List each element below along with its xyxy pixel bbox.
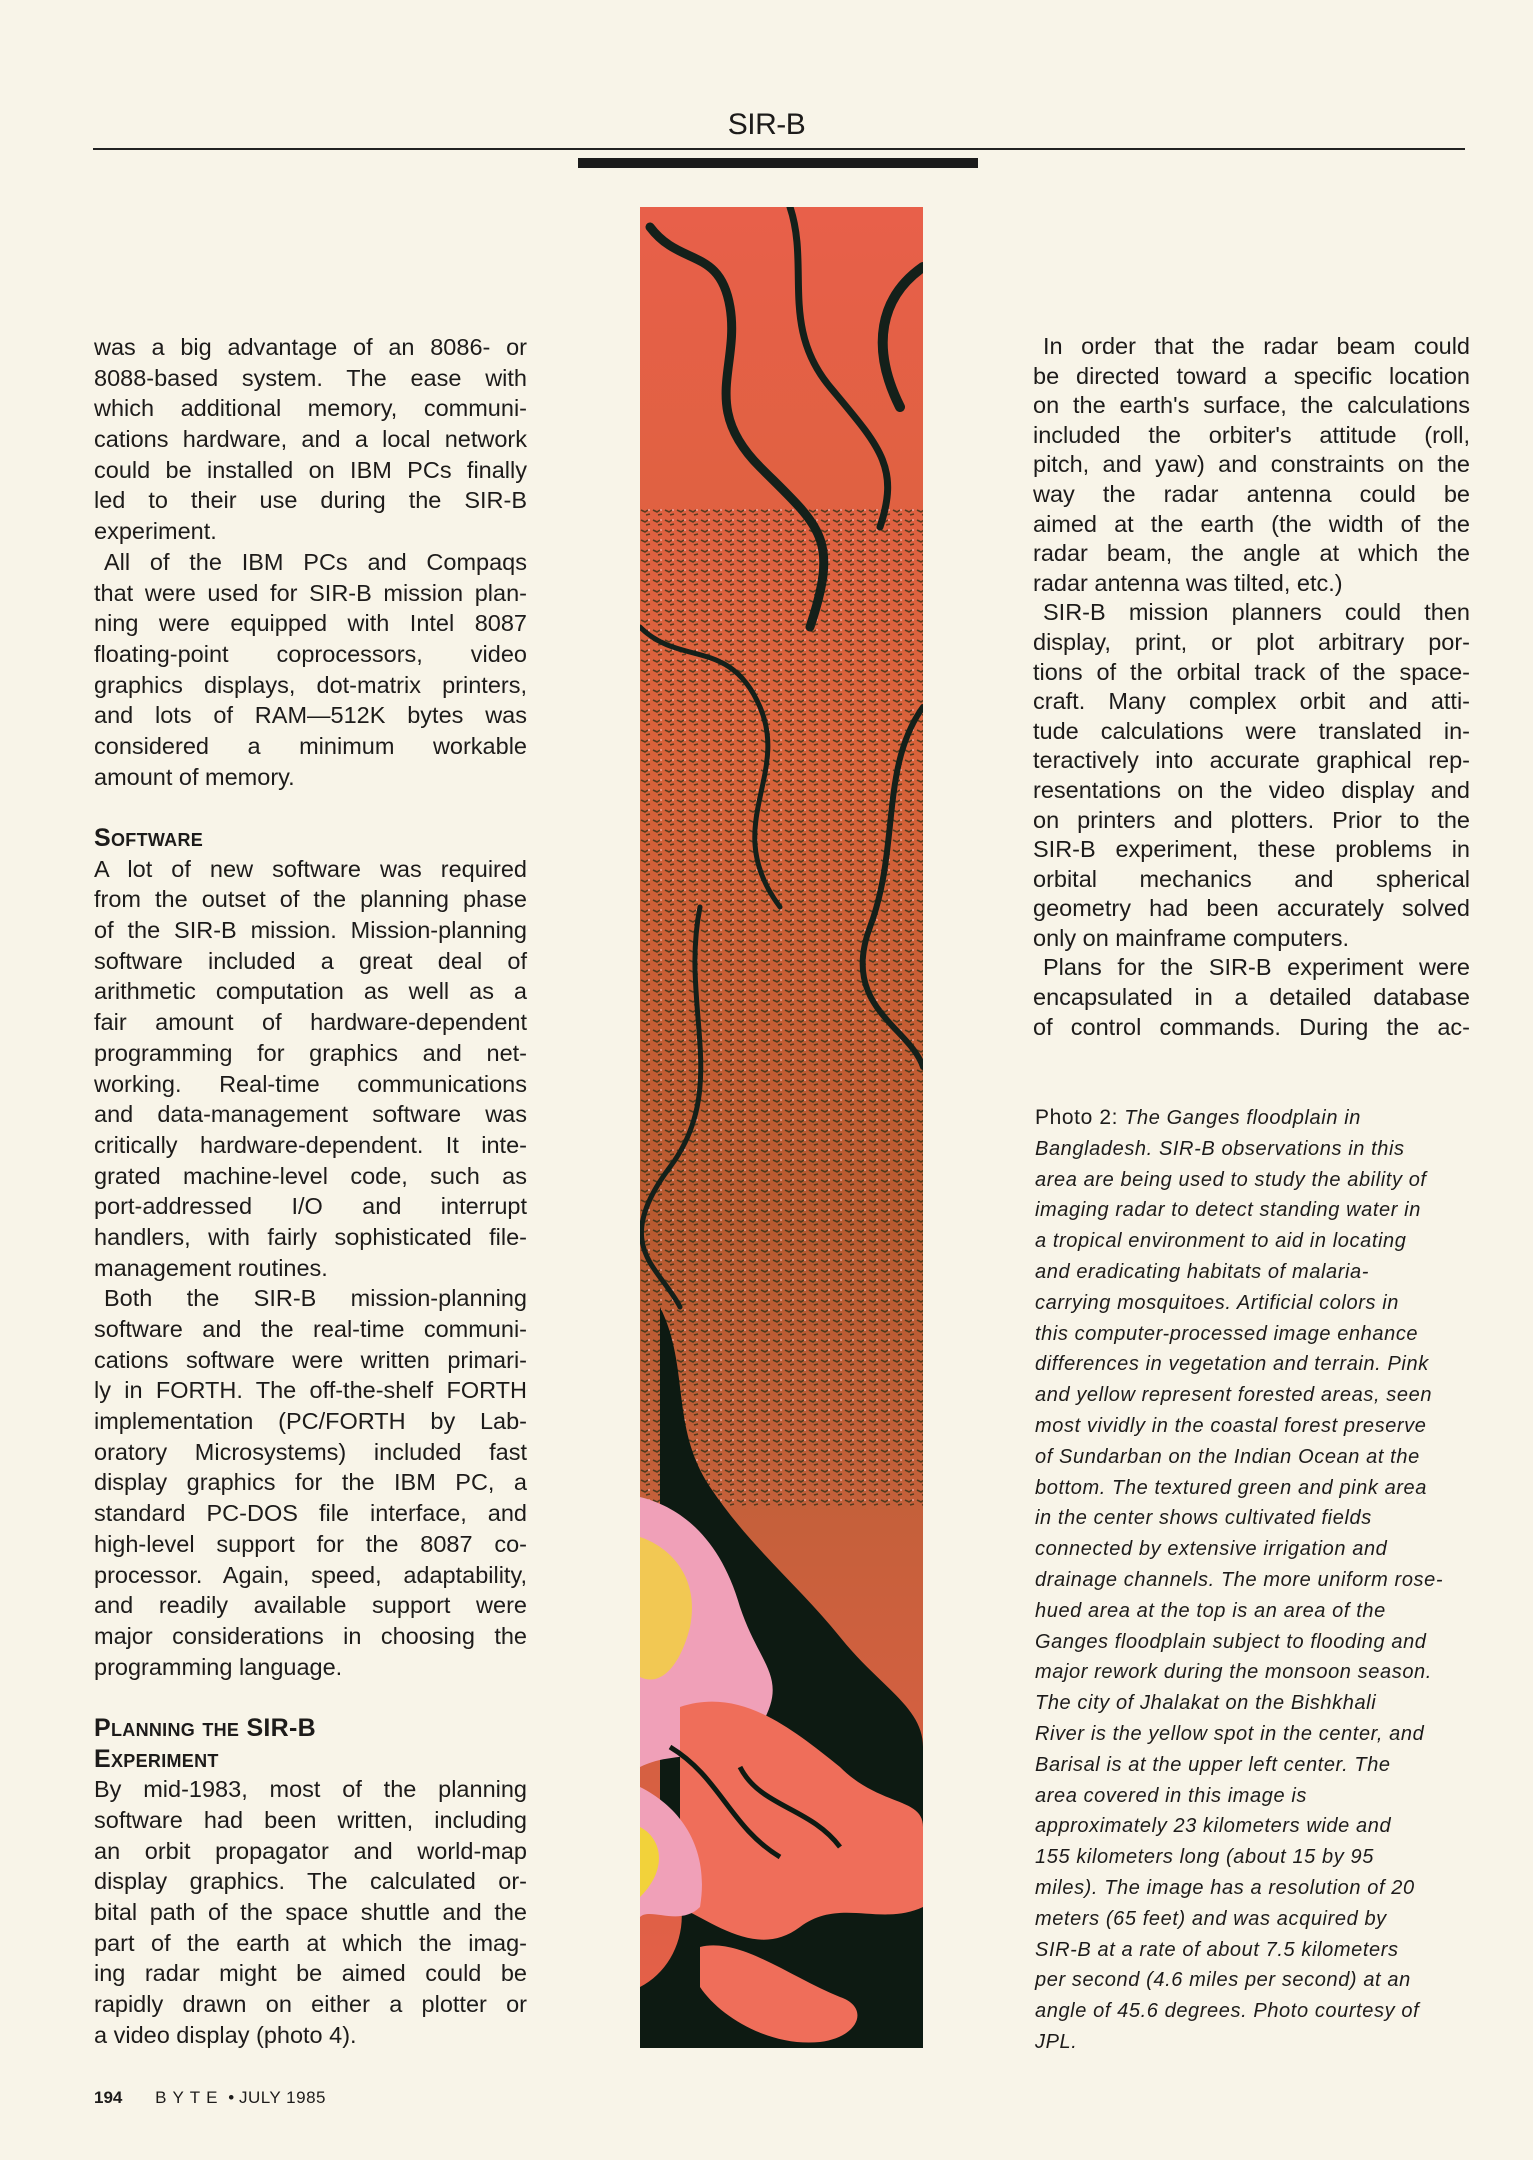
header-bar: [578, 158, 978, 168]
text-line: display graphics. The calculated or-: [94, 1868, 527, 1895]
text-line: led to their use during the SIR-B: [94, 487, 527, 514]
left-column: [94, 332, 527, 2051]
text-line: part of the earth at which the imag-: [94, 1929, 527, 1956]
text-line: of the SIR-B mission. Mission-planning: [94, 917, 527, 944]
text-line: oratory Microsystems) included fast: [94, 1438, 527, 1465]
caption-line: most vividly in the coastal forest preserve: [1035, 1414, 1427, 1437]
caption-line: this computer-processed image enhance: [1035, 1322, 1419, 1345]
text-line: ly in FORTH. The off-the-shelf FORTH: [94, 1377, 527, 1404]
text-line: teractively into accurate graphical rep-: [1033, 747, 1470, 774]
caption-line: connected by extensive irrigation and: [1035, 1538, 1388, 1561]
text-line: programming for graphics and net-: [94, 1039, 527, 1066]
text-line: By mid-1983, most of the planning: [94, 1776, 527, 1803]
caption-line: carrying mosquitoes. Artificial colors in: [1035, 1291, 1399, 1314]
issue-date: JULY 1985: [238, 2088, 326, 2107]
text-line: be directed toward a specific location: [1033, 362, 1470, 389]
text-line: Both the SIR-B mission-planning: [104, 1285, 527, 1312]
text-line: radar antenna was tilted, etc.): [1033, 569, 1343, 596]
text-line: way the radar antenna could be: [1033, 480, 1470, 507]
text-line: SIR-B mission planners could then: [1043, 599, 1470, 626]
caption-line: Barisal is at the upper left center. The: [1035, 1753, 1391, 1776]
text-line: display graphics for the IBM PC, a: [94, 1469, 527, 1496]
text-line: ing radar might be aimed could be: [94, 1960, 527, 1987]
text-line: amount of memory.: [94, 763, 295, 790]
caption-line: in the center shows cultivated fields: [1035, 1507, 1372, 1530]
text-line: cations hardware, and a local network: [94, 426, 527, 453]
text-line: was a big advantage of an 8086- or: [94, 334, 527, 360]
text-line: of control commands. During the ac-: [1033, 1013, 1470, 1040]
text-line: orbital mechanics and spherical: [1033, 865, 1470, 892]
caption-line: a tropical environment to aid in locating: [1035, 1230, 1407, 1253]
text-line: that were used for SIR-B mission plan-: [94, 579, 527, 606]
caption-text: The Ganges floodplain in: [1118, 1107, 1361, 1129]
text-line: from the outset of the planning phase: [94, 886, 527, 913]
text-line: programming language.: [94, 1653, 343, 1680]
page-number: 194: [94, 2088, 123, 2107]
caption-line: 155 kilometers long (about 15 by 95: [1035, 1846, 1374, 1869]
text-line: could be installed on IBM PCs finally: [94, 456, 527, 483]
text-line: aimed at the earth (the width of the: [1033, 510, 1470, 537]
caption-line: SIR-B at a rate of about 7.5 kilometers: [1035, 1938, 1399, 1961]
caption-line: differences in vegetation and terrain. Pink: [1035, 1353, 1429, 1376]
paragraph: [1033, 953, 1470, 1042]
text-line: ning were equipped with Intel 8087: [94, 610, 527, 637]
text-line: management routines.: [94, 1254, 328, 1281]
text-line: arithmetic computation as well as a: [94, 978, 527, 1005]
spacer: [94, 792, 527, 823]
caption-line: and eradicating habitats of malaria-: [1035, 1260, 1370, 1283]
caption-line: major rework during the monsoon season.: [1035, 1661, 1432, 1684]
text-line: and lots of RAM—512K bytes was: [94, 702, 527, 729]
right-column: [1033, 332, 1470, 1042]
paragraph: [1033, 332, 1470, 598]
caption-line: [1035, 1103, 1475, 1134]
paragraph: [94, 332, 527, 547]
text-line: major considerations in choosing the: [94, 1622, 527, 1649]
caption-line: per second (4.6 miles per second) at an: [1035, 1969, 1411, 1992]
radar-photo: [640, 207, 923, 2048]
text-line: only on mainframe computers.: [1033, 924, 1350, 951]
text-line: display, print, or plot arbitrary por-: [1033, 628, 1470, 655]
text-line: considered a minimum workable: [94, 732, 527, 759]
text-line: craft. Many complex orbit and atti-: [1033, 688, 1470, 715]
caption-line: Ganges floodplain subject to flooding and: [1035, 1630, 1427, 1653]
caption-line: drainage channels. The more uniform rose-: [1035, 1568, 1444, 1591]
caption-line: hued area at the top is an area of the: [1035, 1599, 1386, 1622]
photo-caption: [1035, 1103, 1475, 2058]
caption-line: area are being used to study the ability of: [1035, 1168, 1427, 1191]
text-line: resentations on the video display and: [1033, 776, 1470, 803]
section-heading-software: [94, 823, 527, 854]
text-line: implementation (PC/FORTH by Lab-: [94, 1408, 527, 1435]
text-line: radar beam, the angle at which the: [1033, 540, 1470, 567]
paragraph: [94, 1774, 527, 2050]
text-line: software had been written, including: [94, 1807, 527, 1833]
text-line: and readily available support were: [94, 1592, 527, 1619]
text-line: rapidly drawn on either a plotter or: [94, 1991, 527, 2018]
text-line: high-level support for the 8087 co-: [94, 1530, 527, 1557]
caption-line: approximately 23 kilometers wide and: [1035, 1815, 1392, 1838]
text-line: port-addressed I/O and interrupt: [94, 1193, 527, 1220]
text-line: on printers and plotters. Prior to the: [1033, 806, 1470, 833]
text-line: cations software were written primari-: [94, 1346, 527, 1373]
caption-line: The city of Jhalakat on the Bishkhali: [1035, 1692, 1377, 1715]
header-rule: [93, 148, 1465, 150]
paragraph: [1033, 598, 1470, 953]
text-line: and data-management software was: [94, 1101, 527, 1128]
text-line: working. Real-time communications: [94, 1070, 527, 1097]
paragraph: [94, 547, 527, 793]
text-line: geometry had been accurately solved: [1033, 895, 1470, 922]
text-line: software and the real-time communi-: [94, 1316, 527, 1342]
heading-line: Experiment: [94, 1744, 219, 1773]
caption-line: bottom. The textured green and pink area: [1035, 1476, 1428, 1499]
text-line: an orbit propagator and world-map: [94, 1837, 527, 1864]
text-line: graphics displays, dot-matrix printers,: [94, 671, 527, 698]
text-line: fair amount of hardware-dependent: [94, 1009, 527, 1036]
magazine-name: BYTE: [155, 2088, 224, 2107]
caption-line: imaging radar to detect standing water in: [1035, 1199, 1421, 1222]
text-line: software included a great deal of: [94, 947, 527, 974]
text-line: floating-point coprocessors, video: [94, 640, 527, 667]
text-line: which additional memory, communi-: [94, 395, 527, 422]
text-line: SIR-B experiment, these problems in: [1033, 836, 1470, 863]
caption-line: angle of 45.6 degrees. Photo courtesy of: [1035, 2000, 1420, 2023]
spacer: [94, 1682, 527, 1713]
text-line: pitch, and yaw) and constraints on the: [1033, 451, 1470, 478]
heading-line: Planning the SIR-B: [94, 1713, 317, 1742]
section-heading-planning: [94, 1713, 527, 1774]
caption-line: River is the yellow spot in the center, and: [1035, 1722, 1425, 1745]
caption-line: Bangladesh. SIR-B observations in this: [1035, 1137, 1405, 1160]
text-line: tions of the orbital track of the space-: [1033, 658, 1470, 685]
caption-line: and yellow represent forested areas, seen: [1035, 1384, 1433, 1407]
text-line: on the earth's surface, the calculations: [1033, 392, 1470, 419]
text-line: All of the IBM PCs and Compaqs: [104, 548, 527, 575]
paragraph: [94, 1283, 527, 1682]
caption-label: Photo 2:: [1035, 1106, 1119, 1129]
caption-line: of Sundarban on the Indian Ocean at the: [1035, 1445, 1420, 1468]
text-line: Plans for the SIR-B experiment were: [1043, 954, 1470, 981]
text-line: included the orbiter's attitude (roll,: [1033, 421, 1470, 448]
running-head: SIR-B: [727, 108, 806, 141]
caption-line: JPL.: [1035, 2030, 1078, 2053]
text-line: In order that the radar beam could: [1043, 333, 1470, 359]
page-footer: [94, 2088, 326, 2108]
paragraph: [94, 854, 527, 1284]
caption-line: miles). The image has a resolution of 20: [1035, 1876, 1415, 1899]
text-line: 8088-based system. The ease with: [94, 364, 527, 391]
text-line: standard PC-DOS file interface, and: [94, 1500, 527, 1527]
text-line: experiment.: [94, 518, 217, 545]
text-line: tude calculations were translated in-: [1033, 717, 1470, 744]
text-line: a video display (photo 4).: [94, 2021, 357, 2048]
footer-separator: •: [228, 2088, 235, 2107]
text-line: critically hardware-dependent. It inte-: [94, 1131, 527, 1158]
caption-line: area covered in this image is: [1035, 1784, 1307, 1807]
text-line: encapsulated in a detailed database: [1033, 984, 1470, 1011]
text-line: grated machine-level code, such as: [94, 1162, 527, 1189]
text-line: handlers, with fairly sophisticated file-: [94, 1223, 527, 1250]
text-line: A lot of new software was required: [94, 855, 527, 882]
heading-line: Software: [94, 824, 204, 852]
text-line: bital path of the space shuttle and the: [94, 1899, 527, 1926]
caption-line: meters (65 feet) and was acquired by: [1035, 1907, 1387, 1930]
text-line: processor. Again, speed, adaptability,: [94, 1561, 527, 1588]
